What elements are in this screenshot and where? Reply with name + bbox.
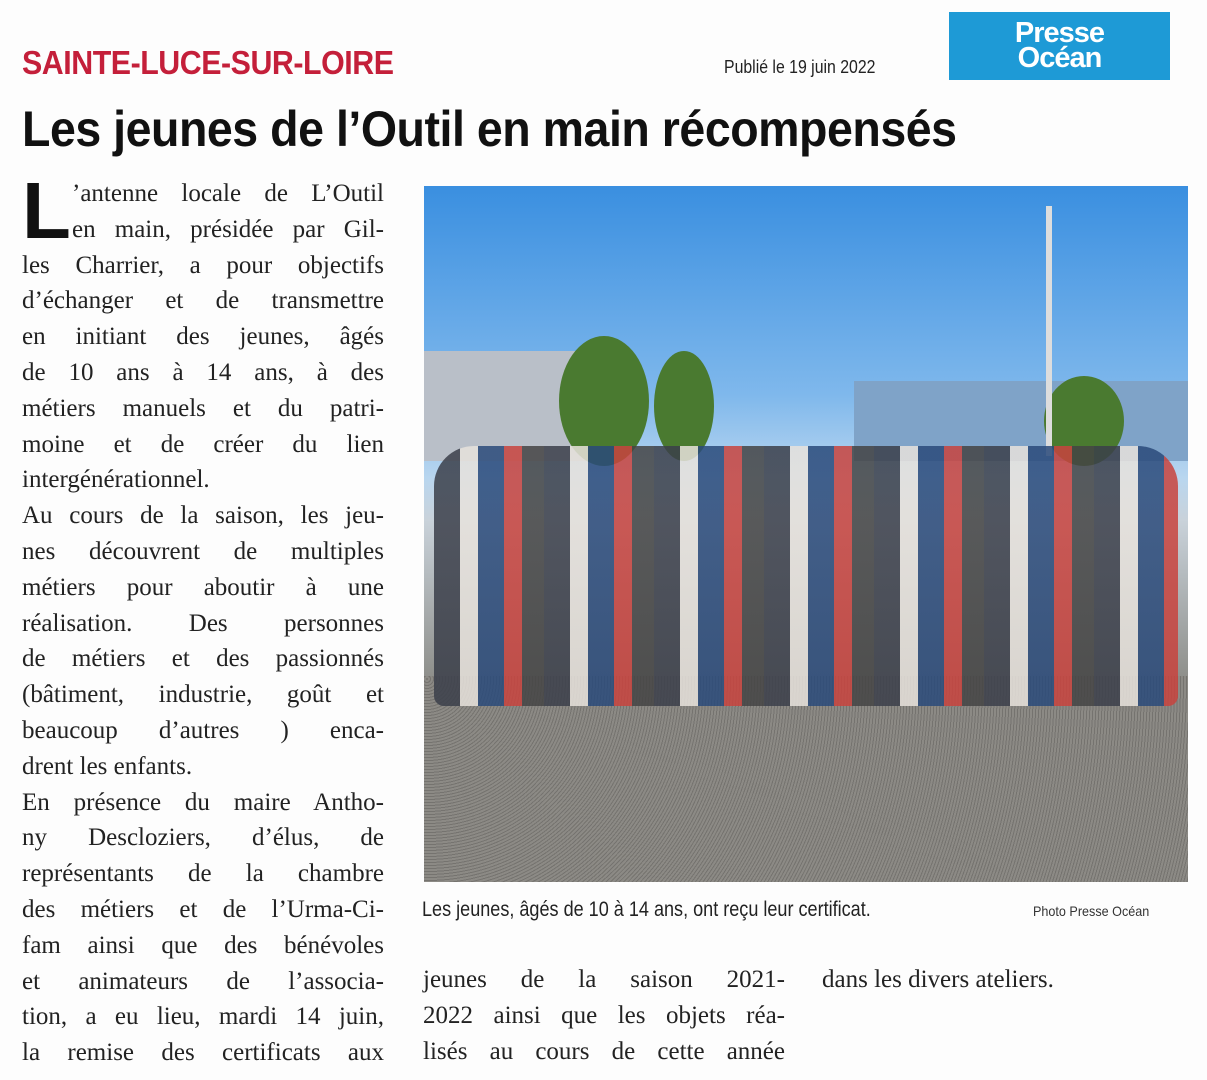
body-line: ny Descloziers, d’élus, de bbox=[22, 824, 384, 852]
body-line: métiers manuels et du patri- bbox=[22, 394, 384, 422]
body-line: nes découvrent de multiples bbox=[22, 537, 384, 565]
body-line: les Charrier, a pour objectifs bbox=[22, 251, 384, 279]
body-column-3 bbox=[822, 962, 1122, 998]
body-line: En présence du maire Antho- bbox=[22, 788, 384, 816]
body-line: et animateurs de l’associa- bbox=[22, 967, 384, 995]
body-line: d’échanger et de transmettre bbox=[22, 287, 384, 315]
body-line: jeunes de la saison 2021- bbox=[423, 966, 785, 993]
body-column-1 bbox=[22, 166, 384, 1071]
body-line: ’antenne locale de L’Outil bbox=[72, 180, 384, 207]
body-line: représentants de la chambre bbox=[22, 860, 384, 888]
photo-street-lamp bbox=[1046, 206, 1052, 456]
logo-line-1: Presse bbox=[1014, 17, 1105, 49]
logo-line-2: Océan bbox=[1017, 42, 1102, 74]
publication-date: Publié le 19 juin 2022 bbox=[724, 57, 876, 77]
body-line: drent les enfants. bbox=[22, 752, 193, 780]
photo-group-of-people bbox=[434, 446, 1178, 706]
body-line: beaucoup d’autres ) enca- bbox=[22, 716, 384, 744]
body-line: tion, a eu lieu, mardi 14 juin, bbox=[22, 1003, 384, 1031]
body-line: (bâtiment, industrie, goût et bbox=[22, 681, 384, 709]
body-line: réalisation. Des personnes bbox=[22, 609, 384, 637]
photo-credit: Photo Presse Océan bbox=[1033, 903, 1150, 919]
article-title: Les jeunes de l’Outil en main récompensés bbox=[22, 101, 957, 157]
photo-gravel-ground bbox=[424, 676, 1188, 882]
photo-tree bbox=[654, 351, 714, 461]
presse-ocean-logo bbox=[949, 12, 1170, 80]
body-line: dans les divers ateliers. bbox=[822, 966, 1054, 993]
body-line: fam ainsi que des bénévoles bbox=[22, 931, 384, 959]
body-line: moine et de créer du lien bbox=[22, 430, 384, 458]
body-line: intergénérationnel. bbox=[22, 466, 210, 494]
location-kicker: SAINTE-LUCE-SUR-LOIRE bbox=[22, 44, 394, 81]
body-line: la remise des certificats aux bbox=[22, 1039, 384, 1067]
body-line: 2022 ainsi que les objets réa- bbox=[423, 1001, 785, 1029]
body-line: de 10 ans à 14 ans, à des bbox=[22, 358, 384, 386]
body-column-2 bbox=[423, 962, 785, 1069]
body-line: en main, présidée par Gil- bbox=[72, 215, 384, 243]
body-line: métiers pour aboutir à une bbox=[22, 573, 384, 601]
body-line: des métiers et de l’Urma-Ci- bbox=[22, 895, 384, 923]
body-line: de métiers et des passionnés bbox=[22, 645, 384, 673]
photo-caption: Les jeunes, âgés de 10 à 14 ans, ont reçu leur certificat. bbox=[422, 898, 871, 921]
drop-cap: L bbox=[22, 166, 71, 255]
body-line: en initiant des jeunes, âgés bbox=[22, 323, 384, 351]
group-photo bbox=[424, 186, 1188, 882]
body-line: lisés au cours de cette année bbox=[423, 1037, 785, 1065]
body-line: Au cours de la saison, les jeu- bbox=[22, 502, 384, 530]
